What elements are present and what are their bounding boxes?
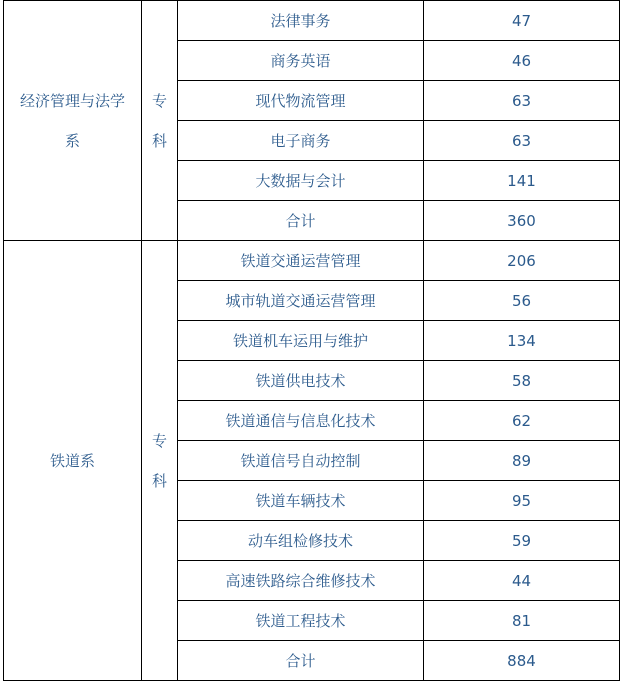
count-cell: 58 [424, 361, 620, 401]
subtotal-label: 合计 [178, 641, 424, 681]
major-cell: 铁道信号自动控制 [178, 441, 424, 481]
major-cell: 法律事务 [178, 1, 424, 41]
count-cell: 89 [424, 441, 620, 481]
subtotal-count: 360 [424, 201, 620, 241]
department-cell [4, 241, 142, 681]
count-cell: 46 [424, 41, 620, 81]
department-cell [4, 1, 142, 241]
major-cell: 动车组检修技术 [178, 521, 424, 561]
count-cell: 134 [424, 321, 620, 361]
count-cell: 56 [424, 281, 620, 321]
count-cell: 63 [424, 121, 620, 161]
major-cell: 电子商务 [178, 121, 424, 161]
count-cell: 206 [424, 241, 620, 281]
department-name-line: 铁道系 [49, 451, 95, 470]
count-cell: 141 [424, 161, 620, 201]
level-char: 科 [151, 131, 167, 150]
major-cell: 商务英语 [178, 41, 424, 81]
major-cell: 高速铁路综合维修技术 [178, 561, 424, 601]
level-char: 专 [151, 431, 167, 450]
subtotal-count: 884 [424, 641, 620, 681]
count-cell: 81 [424, 601, 620, 641]
major-cell: 城市轨道交通运营管理 [178, 281, 424, 321]
department-name-line: 系 [64, 131, 80, 150]
major-cell: 铁道通信与信息化技术 [178, 401, 424, 441]
level-char: 科 [151, 471, 167, 490]
table-row [4, 1, 620, 41]
count-cell: 47 [424, 1, 620, 41]
level-cell [142, 241, 178, 681]
major-cell: 铁道车辆技术 [178, 481, 424, 521]
level-cell [142, 1, 178, 241]
count-cell: 62 [424, 401, 620, 441]
count-cell: 95 [424, 481, 620, 521]
major-cell: 大数据与会计 [178, 161, 424, 201]
subtotal-label: 合计 [178, 201, 424, 241]
table-row [4, 241, 620, 281]
enrollment-table [3, 0, 620, 681]
major-cell: 铁道供电技术 [178, 361, 424, 401]
count-cell: 44 [424, 561, 620, 601]
count-cell: 59 [424, 521, 620, 561]
major-cell: 铁道机车运用与维护 [178, 321, 424, 361]
department-name-line: 经济管理与法学 [19, 91, 125, 110]
major-cell: 现代物流管理 [178, 81, 424, 121]
major-cell: 铁道工程技术 [178, 601, 424, 641]
major-cell: 铁道交通运营管理 [178, 241, 424, 281]
level-char: 专 [151, 91, 167, 110]
count-cell: 63 [424, 81, 620, 121]
